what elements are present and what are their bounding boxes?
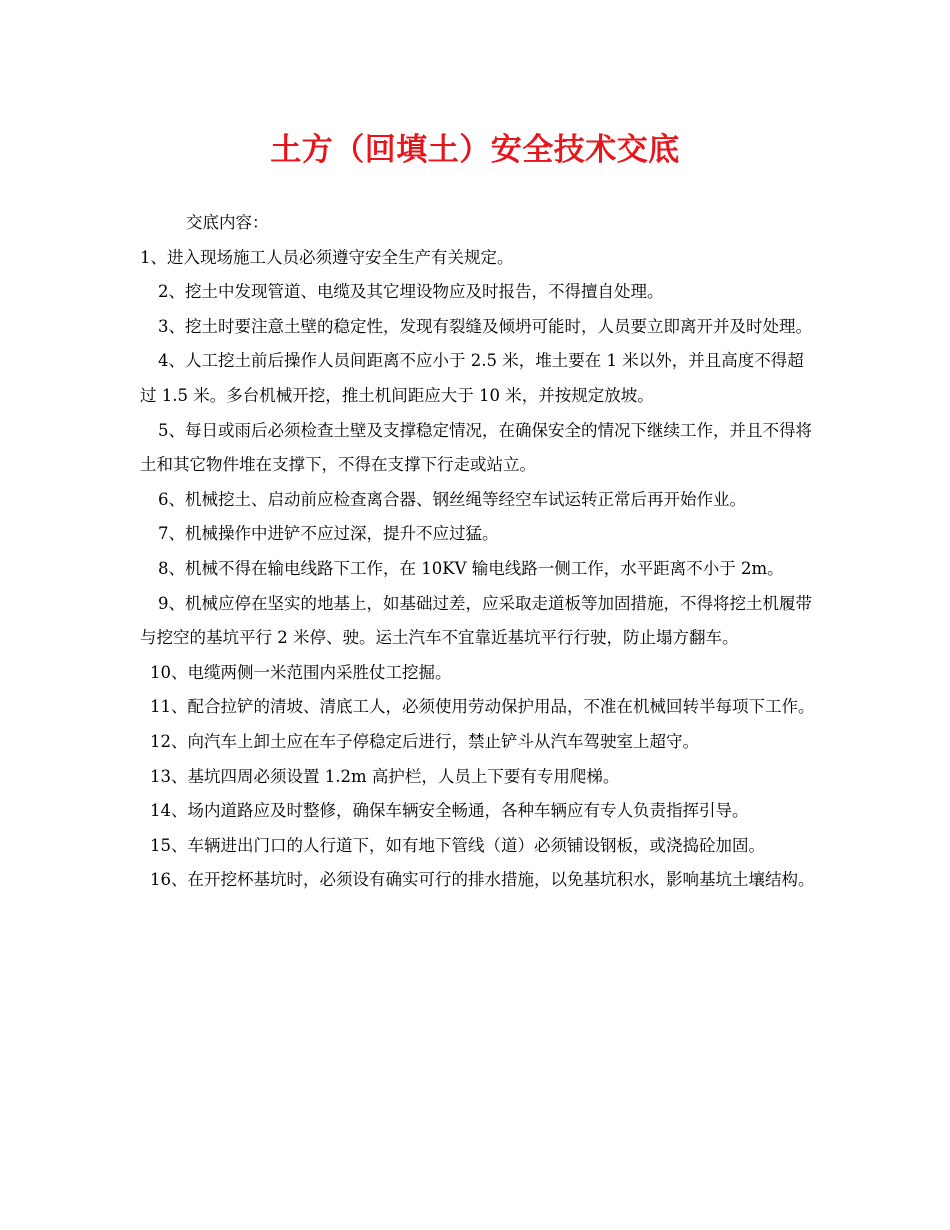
- document-body: [140, 206, 820, 898]
- list-item: 3、挖土时要注意土壁的稳定性，发现有裂缝及倾坍可能时，人员要立即离开并及时处理。: [158, 316, 812, 336]
- list-item: 12、向汽车上卸土应在车子停稳定后进行，禁止铲斗从汽车驾驶室上超守。: [150, 731, 699, 751]
- list-item: 6、机械挖土、启动前应检查离合器、钢丝绳等经空车试运转正常后再开始作业。: [158, 489, 746, 509]
- list-item: 15、车辆进出门口的人行道下，如有地下管线（道）必须铺设钢板，或浇捣砼加固。: [150, 835, 765, 855]
- list-item: 10、电缆两侧一米范围内采胜仗工挖掘。: [150, 662, 452, 682]
- list-item: 11、配合拉铲的清坡、清底工人，必须使用劳动保护用品，不准在机械回转半每项下工作。: [150, 697, 815, 717]
- list-item: 7、机械操作中进铲不应过深，提升不应过猛。: [158, 524, 499, 544]
- list-item: 16、在开挖杯基坑时，必须设有确实可行的排水措施，以免基坑积水，影响基坑土壤结构。: [150, 870, 815, 890]
- list-item: 14、场内道路应及时整修，确保车辆安全畅通，各种车辆应有专人负责指挥引导。: [150, 801, 749, 821]
- list-item: 2、挖土中发现管道、电缆及其它埋设物应及时报告，不得擅自处理。: [158, 282, 664, 302]
- intro-label: 交底内容：: [186, 213, 269, 232]
- list-item: 9、机械应停在坚实的地基上，如基础过差，应采取走道板等加固措施，不得将挖土机履带与挖空的基坑平行 2 米停、驶。运土汽车不宜靠近基坑平行行驶，防止塌方翻车。: [140, 593, 812, 648]
- list-item: 13、基坑四周必须设置 1.2m 高护栏，人员上下要有专用爬梯。: [150, 766, 620, 786]
- list-item: 5、每日或雨后必须检查土壁及支撑稳定情况，在确保安全的情况下继续工作，并且不得将土和其它物件堆在支撑下，不得在支撑下行走或站立。: [140, 420, 812, 475]
- list-item: 8、机械不得在输电线路下工作，在 10KV 输电线路一侧工作，水平距离不小于 2m。: [158, 558, 784, 578]
- list-item: 4、人工挖土前后操作人员间距离不应小于 2.5 米，堆土要在 1 米以外，并且高度不得超过 1.5 米。多台机械开挖，推土机间距应大于 10 米，并按规定放坡。: [140, 351, 804, 405]
- document-title: 土方（回填土）安全技术交底: [270, 132, 680, 168]
- list-item: 1、进入现场施工人员必须遵守安全生产有关规定。: [140, 247, 514, 267]
